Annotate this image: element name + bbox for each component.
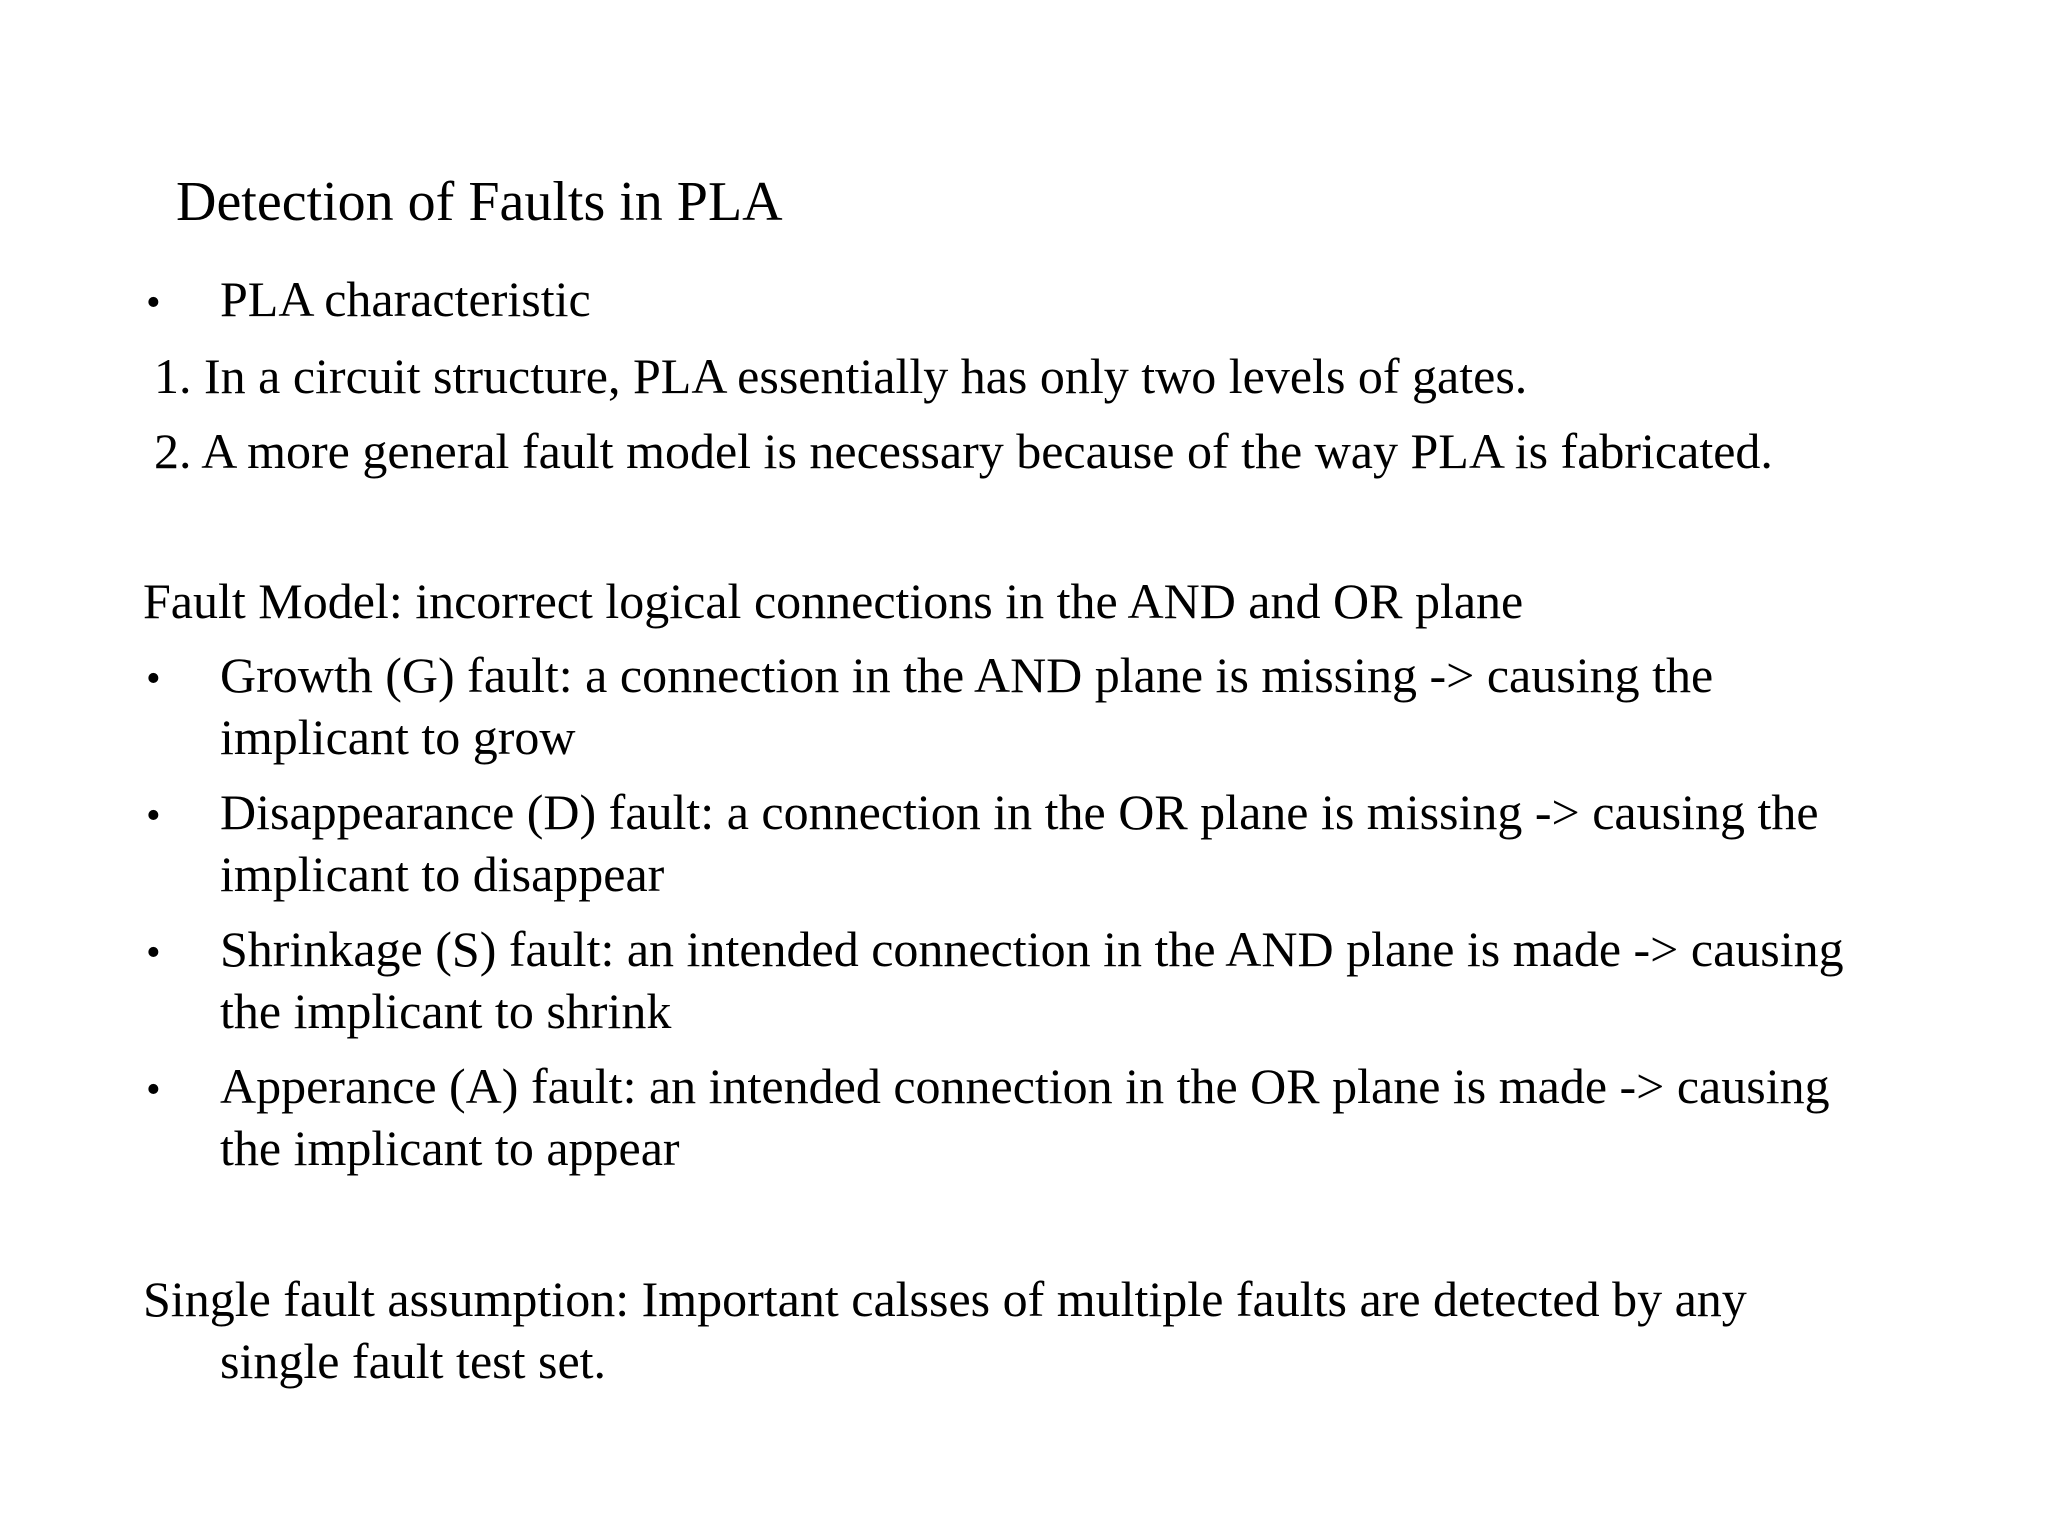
bullet-shrinkage: • <box>146 930 161 976</box>
fault-disappearance-line2: implicant to disappear <box>220 846 665 902</box>
characteristic-heading: PLA characteristic <box>220 271 591 327</box>
bullet-characteristic: • <box>146 280 161 326</box>
fault-growth-line2: implicant to grow <box>220 709 576 765</box>
assumption-line1: Single fault assumption: Important calsses of multiple faults are detected by any <box>143 1271 1747 1327</box>
assumption-line2: single fault test set. <box>220 1333 607 1389</box>
numbered-point-2: 2. A more general fault model is necessary because of the way PLA is fabricated. <box>154 423 1773 479</box>
slide-title: Detection of Faults in PLA <box>176 171 783 233</box>
fault-growth-line1: Growth (G) fault: a connection in the AND plane is missing -> causing the <box>220 647 1714 703</box>
fault-model-heading: Fault Model: incorrect logical connections in the AND and OR plane <box>143 573 1524 629</box>
bullet-growth: • <box>146 656 161 702</box>
bullet-disappearance: • <box>146 793 161 839</box>
numbered-point-1: 1. In a circuit structure, PLA essentially has only two levels of gates. <box>154 348 1528 404</box>
bullet-apperance: • <box>146 1067 161 1113</box>
fault-shrinkage-line2: the implicant to shrink <box>220 983 672 1039</box>
fault-apperance-line1: Apperance (A) fault: an intended connection in the OR plane is made -> causing <box>220 1058 1830 1114</box>
fault-shrinkage-line1: Shrinkage (S) fault: an intended connection in the AND plane is made -> causing <box>220 921 1844 977</box>
fault-disappearance-line1: Disappearance (D) fault: a connection in the OR plane is missing -> causing the <box>220 784 1819 840</box>
fault-apperance-line2: the implicant to appear <box>220 1120 680 1176</box>
